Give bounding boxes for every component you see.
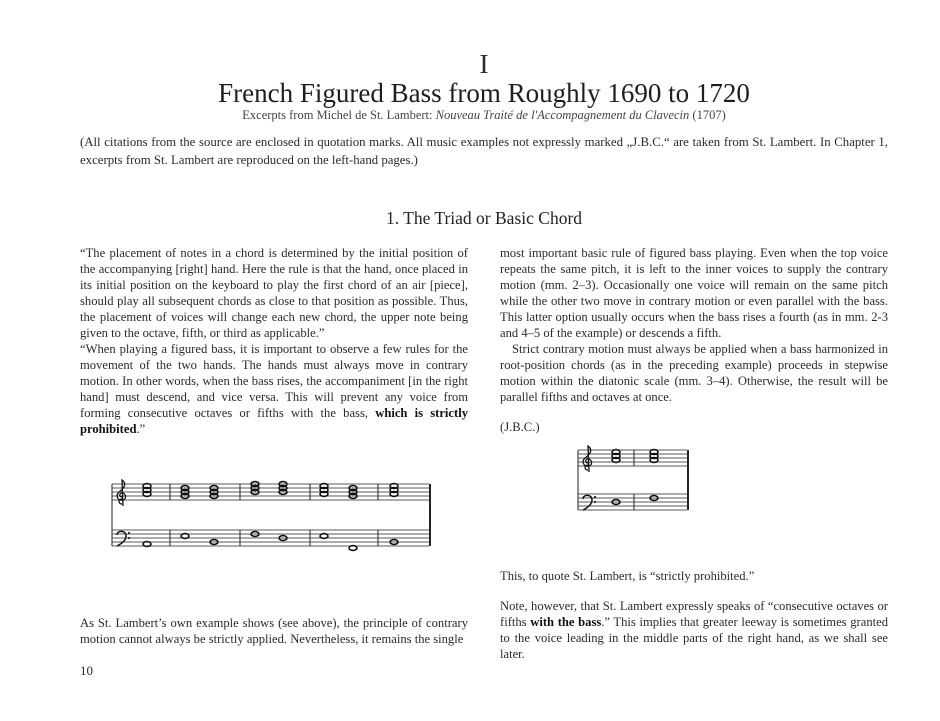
chapter-subtitle (14, 108, 940, 122)
whole-note (181, 534, 189, 539)
whole-note (349, 546, 357, 551)
left-bottom-paragraph: As St. Lambert’s own example shows (see above), the principle of contrary motion cannot always be strictly applied. Nevertheless, it remains the single (80, 616, 468, 646)
bold-text: which is strictly prohibited (80, 406, 469, 436)
left-column (80, 245, 468, 437)
intro-note: (All citations from the source are enclosed in quotation marks. All music examples not expressly marked „J.B.C.“ are taken from St. Lambert. In Chapter 1, excerpts from St. Lambert are reproduced on the left-hand pages.) (80, 135, 888, 167)
jbc-label: (J.B.C.) (500, 420, 540, 434)
bold-text: with the bass (530, 615, 602, 629)
page-number: 10 (80, 663, 93, 678)
bass-clef-icon (583, 495, 592, 510)
quote-line: This, to quote St. Lambert, is “strictly prohibited.” (500, 569, 755, 583)
chapter-number: I (479, 49, 489, 79)
section-heading: 1. The Triad or Basic Chord (385, 208, 583, 228)
whole-note (320, 534, 328, 539)
paragraph-1: most important basic rule of figured bass playing. Even when the top voice repeats the same pitch, it is left to the inner voices to supply the contrary motion (mm. 2–3). Occasionally one voice will remain on the same pitch while the other two move in contrary motion or even parallel with the bass. This latter option usually occurs when the bass rises a fourth (as in mm. 2-3 and 4–5 of the example) or descends a fifth. (500, 246, 888, 340)
bass-clef-dot (594, 501, 596, 503)
text: .” (136, 422, 146, 436)
text: .” This implies that greater leeway is sometimes granted to the voice leading in the middle parts of the right hand, as we shall see later. (500, 615, 889, 661)
subtitle-prefix: Excerpts from Michel de St. Lambert: (242, 108, 436, 122)
bass-clef-dot (594, 496, 596, 498)
note-paragraph (500, 598, 888, 662)
whole-note (612, 458, 620, 463)
bass-clef-dot (128, 532, 130, 534)
text: “When playing a figured bass, it is important to observe a few rules for the movement of the two hands. The hands must always move in contrary motion. In other words, when the bass rises, the accompaniment [in the right hand] must descend, and vice versa. This will prevent any voice from forming consecutive octaves or fifths with the bass, (80, 342, 468, 420)
text: Note, however, that St. Lambert expressly speaks of “consecutive octaves or fifths (500, 599, 888, 629)
subtitle-year: (1707) (689, 108, 726, 122)
quote-paragraph-2 (80, 341, 468, 437)
whole-note (390, 492, 398, 497)
whole-note (143, 542, 151, 547)
whole-note (143, 492, 151, 497)
music-example-st-lambert (110, 478, 432, 552)
quote-paragraph-1: “The placement of notes in a chord is determined by the initial position of the accompanying [right] hand. Here the rule is that the hand, once placed in its initial position on the keyboard to play the first chord of an air [piece], should play all subsequent chords as close to that position as possible. Thus, the placement of voices will change each new chord, the upper note being given to the octave, fifth, or third as applicable.” (80, 246, 468, 340)
subtitle-work: Nouveau Traité de l'Accompagnement du Clavecin (435, 108, 690, 122)
whole-note (320, 492, 328, 497)
whole-note (650, 458, 658, 463)
paragraph-2: Strict contrary motion must always be applied when a bass harmonized in root-position chords (as in the preceding example) proceeds in stepwise motion within the diatonic scale (mm. 3–4). Otherwise, the result will be parallel fifths and octaves at once. (500, 342, 888, 404)
bass-clef-dot (128, 537, 130, 539)
bass-clef-icon (117, 531, 126, 546)
right-column (500, 245, 888, 435)
music-example-jbc (576, 444, 690, 520)
chapter-title: French Figured Bass from Roughly 1690 to 1720 (218, 78, 750, 108)
